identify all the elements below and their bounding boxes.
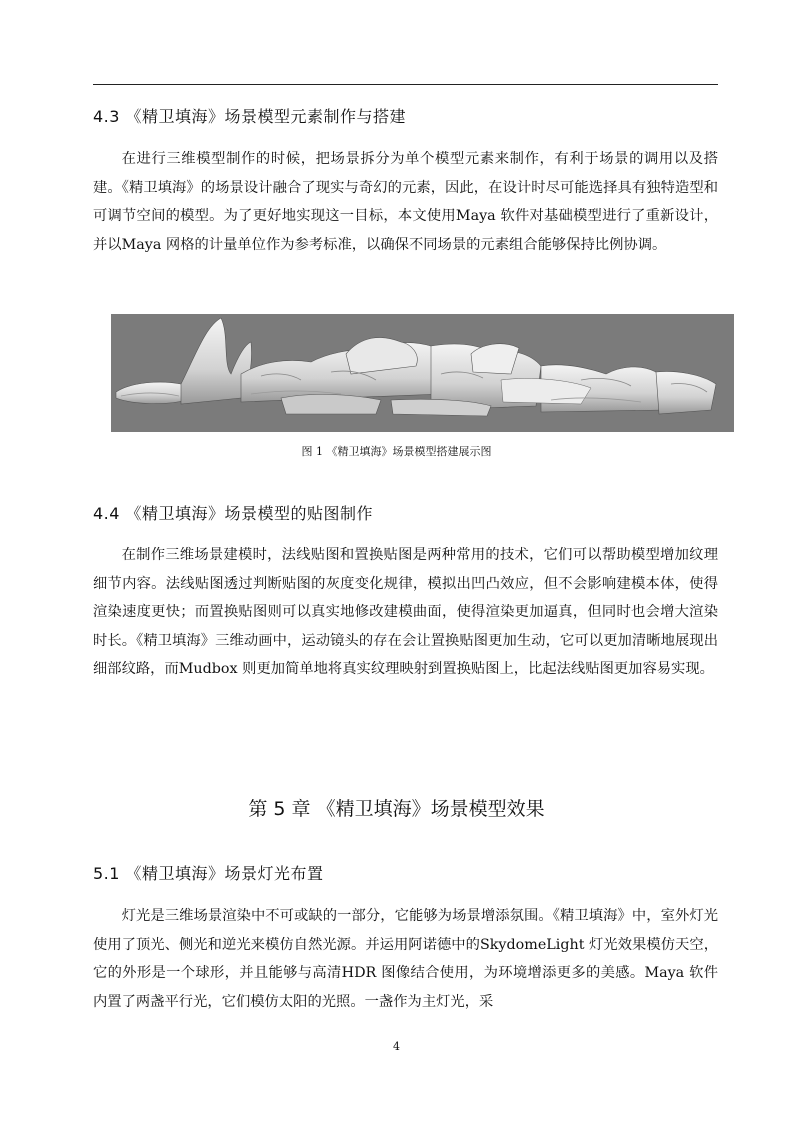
paragraph-4-3: 在进行三维模型制作的时候，把场景拆分为单个模型元素来制作，有利于场景的调用以及搭建。《精卫填海》的场景设计融合了现实与奇幻的元素，因此，在设计时尽可能选择具有独特造型和可调节空间的模型。为了更好地实现这一目标，本文使用Maya 软件对基础模型进行了重新设计，并以Maya 网格的计量单位作为参考标准，以确保不同场景的元素组合能够保持比例协调。 bbox=[93, 151, 718, 253]
page-number: 4 bbox=[393, 1040, 400, 1053]
section-heading-4-4: 4.4 《精卫填海》场景模型的贴图制作 bbox=[93, 504, 374, 523]
section-heading-4-3: 4.3 《精卫填海》场景模型元素制作与搭建 bbox=[93, 107, 407, 126]
paragraph-4-4: 在制作三维场景建模时，法线贴图和置换贴图是两种常用的技术，它们可以帮助模型增加纹理细节内容。法线贴图透过判断贴图的灰度变化规律，模拟出凹凸效应，但不会影响建模本体，使得渲染速度更快；而置换贴图则可以真实地修改建模曲面，使得渲染更加逼真，但同时也会增大渲染时长。《精卫填海》三维动画中，运动镜头的存在会让置换贴图更加生动，它可以更加清晰地展现出细部纹路，而Mudbox 则更加简单地将真实纹理映射到置换贴图上，比起法线贴图更加容易实现。 bbox=[93, 547, 718, 678]
header-rule bbox=[93, 84, 718, 85]
rock-scene-render bbox=[111, 314, 734, 432]
figure-scene-model bbox=[111, 314, 734, 432]
paragraph-5-1: 灯光是三维场景渲染中不可或缺的一部分，它能够为场景增添氛围。《精卫填海》中，室外灯光使用了顶光、侧光和逆光来模仿自然光源。并运用阿诺德中的SkydomeLight 灯光效果模仿天空，它的外形是一个球形，并且能够与高清HDR 图像结合使用，为环境增添更多的美感。Maya 软件内置了两盏平行光，它们模仿太阳的光照。一盏作为主灯光，采 bbox=[93, 908, 718, 1010]
section-heading-5-1: 5.1 《精卫填海》场景灯光布置 bbox=[93, 864, 324, 883]
figure-caption: 图 1 《精卫填海》场景模型搭建展示图 bbox=[301, 445, 492, 458]
chapter-title: 第 5 章 《精卫填海》场景模型效果 bbox=[248, 798, 545, 820]
